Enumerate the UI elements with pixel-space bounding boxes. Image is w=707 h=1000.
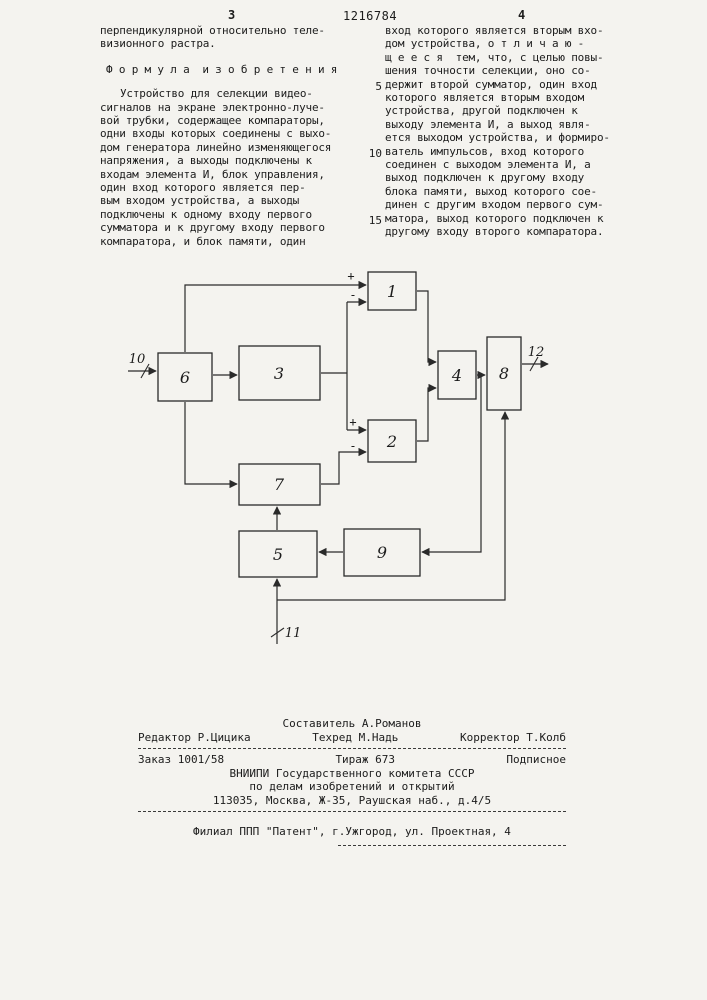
right-column (385, 24, 627, 239)
order-number: Заказ 1001/58 (138, 753, 225, 766)
separator-line (138, 748, 566, 749)
text-line: дом устройства, о т л и ч а ю - (385, 37, 585, 51)
text-line: ется выходом устройства, и формиро- (385, 131, 610, 145)
plus-sign: + (347, 269, 355, 283)
claim-line-number: 15 (368, 214, 382, 227)
text-line: ватель импульсов, вход которого (385, 144, 585, 158)
block-label: 9 (376, 543, 388, 562)
patent-number: 1216784 (343, 9, 398, 23)
text-line: блока памяти, выход которого сое- (385, 184, 597, 198)
text-line: один вход которого является пер- (100, 181, 306, 195)
text-line: компаратора, и блок памяти, один (100, 234, 306, 248)
branch-line: Филиал ППП "Патент", г.Ужгород, ул. Проектная, 4 (193, 825, 511, 838)
left-column (100, 24, 342, 248)
subscription-note: Подписное (506, 753, 566, 766)
diagram-block-adder-8 (487, 337, 521, 410)
block-label: 6 (179, 368, 191, 387)
text-line: входам элемента И, блок управления, (100, 167, 325, 181)
wire-and4-to-shaper9 (422, 375, 481, 552)
diagram-block-control-6 (158, 353, 212, 401)
left-column-number: 3 (228, 8, 236, 22)
diagram-block-pulse-shaper-9 (344, 529, 420, 576)
diagram-block-comparator-2 (368, 420, 416, 462)
wire-control-to-adder7 (185, 402, 237, 484)
diagram-block-memory-5 (239, 531, 317, 577)
block-label: 1 (386, 282, 398, 301)
block-label: 3 (273, 364, 285, 383)
text-line: сигналов на экране электронно-луче- (100, 100, 325, 114)
text-line: матора, выход которого подключен к (385, 211, 604, 225)
text-line: напряжения, а выходы подключены к (100, 154, 312, 168)
right-column-number: 4 (518, 8, 526, 22)
committee-address: 113035, Москва, Ж-35, Раушская наб., д.4/5 (212, 793, 492, 807)
block-label: 2 (386, 432, 398, 451)
wire-adder7-to-comparator2 (321, 452, 366, 484)
text-line: Устройство для селекции видео- (120, 87, 313, 101)
text-line: устройства, другой подключен к (385, 104, 578, 118)
imprint-footer (138, 717, 566, 850)
committee-name: ВНИИПИ Государственного комитета СССР (229, 766, 475, 780)
committee-dept: по делам изобретений и открытий (249, 780, 455, 793)
text-line: динен с другим входом первого сум- (385, 198, 604, 212)
text-line: сумматора и к другому входу первого (100, 221, 325, 235)
text-line: вым входом устройства, а выходы (100, 194, 300, 208)
diagram-block-and-element-4 (438, 351, 476, 399)
claim-line-number: 10 (368, 147, 382, 160)
text-line: которого является вторым входом (385, 91, 585, 105)
text-line: выходу элемента И, а выход явля- (385, 117, 591, 131)
text-line: визионного растра. (100, 37, 216, 51)
diagram-block-comparator-1 (368, 272, 416, 310)
text-line: вход которого является вторым вхо- (385, 24, 604, 37)
diagram-blocks (158, 272, 521, 577)
diagram-wires (128, 285, 548, 644)
wire-control-to-comparator1 (185, 285, 366, 352)
corrector-name: Корректор Т.Колб (460, 730, 566, 744)
order-line (138, 753, 566, 767)
claim-line-number: 5 (375, 80, 382, 93)
compiler-line: Составитель А.Романов (282, 717, 422, 730)
wire-comparator2-to-and4 (417, 388, 436, 441)
editor-name: Редактор Р.Цицика (138, 730, 251, 744)
text-line: соединен с выходом элемента И, а (385, 158, 591, 172)
separator-line (138, 811, 566, 812)
minus-sign: - (349, 288, 357, 302)
output-12-label: 12 (527, 345, 545, 360)
block-label: 8 (498, 364, 510, 383)
credits-line (138, 731, 566, 745)
plus-sign: + (349, 415, 357, 429)
text-line: выход подключен к другому входу (385, 171, 585, 185)
text-line: дом генератора линейно изменяющегося (100, 140, 332, 154)
text-line: подключены к одному входу первого (100, 207, 312, 221)
text-line: другому входу второго компаратора. (385, 225, 604, 239)
block-diagram (0, 255, 707, 655)
formula-heading: Ф о р м у л а и з о б р е т е н и я (106, 62, 338, 76)
print-run: Тираж 673 (335, 753, 396, 766)
tech-editor-name: Техред М.Надь (312, 730, 399, 744)
block-label: 5 (272, 545, 284, 564)
text-line: вой трубки, содержащее компараторы, (100, 114, 325, 128)
text-line: одни входы которых соединены с выхо- (100, 127, 332, 141)
separator-line (338, 845, 566, 846)
text-line: держит второй сумматор, один вход (385, 77, 597, 91)
block-label: 4 (451, 366, 463, 385)
diagram-block-ramp-generator-3 (239, 346, 320, 400)
text-line: щ е е с я тем, что, с целью повы- (385, 50, 604, 64)
input-11-label: 11 (284, 626, 302, 641)
text-line: перпендикулярной относительно теле- (100, 24, 325, 37)
block-label: 7 (273, 475, 285, 494)
diagram-port-labels (129, 269, 545, 641)
text-line: шения точности селекции, оно со- (385, 64, 591, 78)
minus-sign: - (349, 439, 357, 453)
input-10-label: 10 (128, 352, 146, 367)
diagram-block-adder-7 (239, 464, 320, 505)
wire-comparator1-to-and4 (417, 291, 436, 362)
